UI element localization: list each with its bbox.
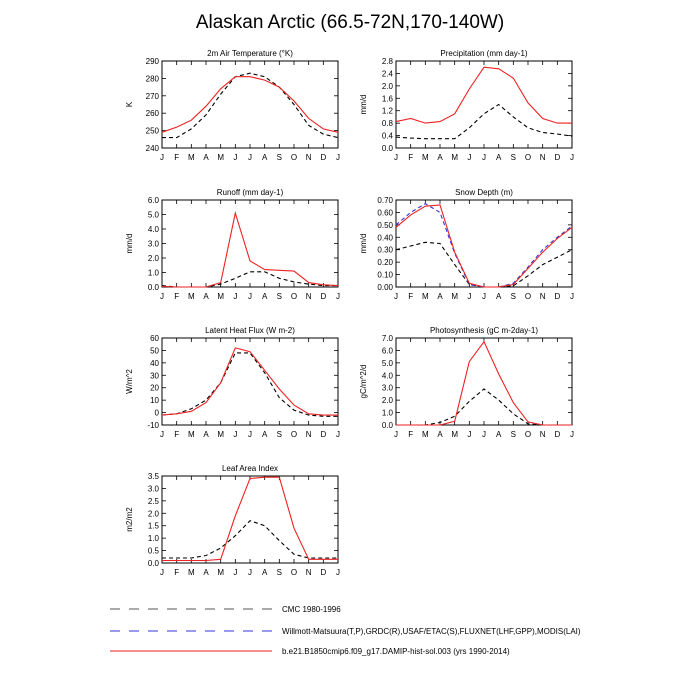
plot-frame [162, 476, 338, 563]
y-tick-label: 270 [145, 91, 159, 101]
y-tick-label: 50 [150, 346, 159, 356]
y-tick-label: 0.4 [381, 131, 393, 141]
x-tick-label: A [261, 568, 268, 577]
y-tick-label: 0.40 [377, 233, 393, 243]
y-tick-label: 3.0 [381, 383, 393, 393]
x-tick-label: S [510, 292, 517, 301]
panel-4 [125, 326, 340, 439]
y-tick-label: 3.0 [147, 239, 159, 249]
x-tick-label: N [305, 292, 312, 301]
y-tick-label: 0.00 [377, 283, 393, 292]
panel-5 [359, 326, 574, 439]
x-tick-label: A [495, 292, 502, 301]
series-line-obs [162, 353, 338, 416]
legend [110, 605, 581, 656]
plot-frame [396, 200, 572, 287]
y-tick-label: 1.0 [147, 268, 159, 278]
y-tick-label: -10 [147, 421, 159, 430]
x-tick-label: J [467, 292, 472, 301]
y-tick-label: 20 [150, 383, 159, 393]
x-tick-label: J [467, 153, 472, 162]
x-tick-label: D [320, 153, 327, 162]
y-tick-label: 2.0 [147, 254, 159, 263]
y-tick-label: 7.0 [381, 334, 393, 343]
x-tick-label: J [336, 292, 340, 301]
x-tick-label: M [421, 153, 429, 162]
y-tick-label: 280 [145, 74, 159, 84]
x-tick-label: J [570, 430, 574, 439]
x-tick-label: M [217, 292, 225, 301]
y-tick-label: 5.0 [381, 358, 393, 368]
y-tick-label: 2.4 [381, 69, 393, 79]
y-tick-label: 0.0 [147, 559, 159, 568]
y-tick-label: 0.0 [147, 283, 159, 292]
panel-title: Snow Depth (m) [455, 188, 513, 197]
x-tick-label: M [451, 292, 459, 301]
y-axis-label: W/m^2 [125, 369, 134, 394]
y-tick-label: 1.0 [381, 408, 393, 418]
series-line-obs [396, 389, 572, 425]
x-tick-label: J [467, 430, 472, 439]
x-tick-label: M [187, 153, 195, 162]
x-tick-label: J [160, 430, 164, 439]
x-tick-label: F [174, 430, 180, 439]
x-tick-label: F [174, 568, 180, 577]
x-tick-label: N [539, 430, 546, 439]
y-tick-label: 260 [145, 109, 159, 119]
y-tick-label: 0 [154, 408, 159, 418]
y-tick-label: 0.60 [377, 208, 393, 218]
x-tick-label: F [174, 153, 180, 162]
panel-title: Leaf Area Index [221, 464, 279, 473]
y-tick-label: 0.8 [381, 119, 393, 129]
panel-title: Precipitation (mm day-1) [440, 49, 528, 58]
x-tick-label: J [160, 292, 164, 301]
x-tick-label: J [233, 430, 238, 439]
x-tick-label: D [320, 430, 327, 439]
x-tick-label: J [248, 153, 252, 162]
y-tick-label: 1.6 [381, 94, 393, 104]
x-tick-label: J [233, 568, 238, 577]
panel-2 [125, 188, 340, 301]
x-tick-label: A [495, 153, 502, 162]
y-tick-label: 0.0 [381, 421, 393, 430]
x-tick-label: J [160, 153, 164, 162]
x-tick-label: J [336, 430, 340, 439]
y-tick-label: 2.0 [381, 396, 393, 406]
y-tick-label: 0.30 [377, 245, 393, 255]
x-tick-label: F [174, 292, 180, 301]
plot-frame [162, 200, 338, 287]
y-tick-label: 2.5 [147, 496, 159, 506]
x-tick-label: N [539, 153, 546, 162]
x-tick-label: A [261, 292, 268, 301]
plot-frame [396, 338, 572, 425]
y-tick-label: 6.0 [147, 196, 159, 205]
figure-title: Alaskan Arctic (66.5-72N,170-140W) [195, 12, 505, 33]
x-tick-label: M [217, 153, 225, 162]
y-tick-label: 0.70 [377, 196, 393, 205]
x-tick-label: A [261, 153, 268, 162]
y-tick-label: 0.5 [147, 546, 159, 556]
x-tick-label: M [217, 430, 225, 439]
y-tick-label: 4.0 [381, 371, 393, 381]
x-tick-label: S [276, 430, 283, 439]
y-tick-label: 1.0 [147, 534, 159, 544]
series-line-model [396, 342, 572, 425]
x-tick-label: J [233, 153, 238, 162]
x-tick-label: D [554, 430, 561, 439]
y-tick-label: 40 [150, 358, 159, 368]
series-line-model [162, 213, 338, 287]
x-tick-label: M [421, 292, 429, 301]
x-tick-label: J [248, 292, 252, 301]
panel-6 [125, 464, 340, 577]
x-tick-label: A [495, 430, 502, 439]
y-tick-label: 4.0 [147, 225, 159, 234]
x-tick-label: S [510, 153, 517, 162]
x-tick-label: F [408, 292, 414, 301]
x-tick-label: A [203, 292, 209, 301]
y-tick-label: 240 [145, 144, 159, 153]
series-line-obs [162, 521, 338, 558]
x-tick-label: J [336, 153, 340, 162]
y-axis-label: gC/m^2/d [359, 364, 368, 399]
panel-title: Photosynthesis (gC m-2day-1) [429, 326, 539, 335]
x-tick-label: D [320, 292, 327, 301]
y-tick-label: 30 [150, 371, 159, 381]
x-tick-label: D [320, 568, 327, 577]
panels [125, 49, 574, 577]
y-tick-label: 2.8 [381, 57, 393, 66]
x-tick-label: J [248, 430, 252, 439]
x-tick-label: A [261, 430, 268, 439]
panel-0 [125, 49, 340, 162]
x-tick-label: J [482, 153, 486, 162]
y-tick-label: 1.2 [381, 106, 393, 116]
y-tick-label: 10 [150, 396, 159, 406]
y-tick-label: 3.0 [147, 484, 159, 494]
y-tick-label: 0.50 [377, 220, 393, 230]
series-line-model [162, 77, 338, 133]
x-tick-label: M [217, 568, 225, 577]
y-tick-label: 6.0 [381, 346, 393, 356]
y-tick-label: 60 [150, 334, 159, 343]
x-tick-label: S [510, 430, 517, 439]
panel-title: 2m Air Temperature (°K) [207, 49, 293, 58]
y-tick-label: 2.0 [381, 81, 393, 91]
x-tick-label: J [570, 292, 574, 301]
x-tick-label: M [187, 292, 195, 301]
x-tick-label: O [290, 292, 298, 301]
plot-frame [162, 61, 338, 148]
x-tick-label: A [437, 292, 443, 301]
panel-title: Latent Heat Flux (W m-2) [205, 326, 295, 335]
y-axis-label: K [125, 101, 134, 108]
x-tick-label: F [408, 153, 414, 162]
x-tick-label: O [524, 292, 532, 301]
x-tick-label: J [394, 292, 398, 301]
x-tick-label: A [437, 430, 443, 439]
x-tick-label: A [203, 568, 209, 577]
y-tick-label: 0.20 [377, 258, 393, 268]
panel-3 [359, 188, 574, 301]
x-tick-label: J [233, 292, 238, 301]
x-tick-label: A [437, 153, 443, 162]
panel-1 [359, 49, 574, 162]
series-line-obs2 [396, 204, 572, 287]
x-tick-label: J [336, 568, 340, 577]
y-axis-label: mm/d [359, 233, 368, 254]
x-tick-label: O [290, 430, 298, 439]
x-tick-label: S [276, 292, 283, 301]
y-axis-label: m2/m2 [125, 507, 134, 532]
y-axis-label: mm/d [359, 94, 368, 115]
x-tick-label: O [290, 568, 298, 577]
legend-label: b.e21.B1850cmip6.f09_g17.DAMIP-hist-sol.003 (yrs 1990-2014) [282, 647, 510, 656]
x-tick-label: J [160, 568, 164, 577]
x-tick-label: M [451, 430, 459, 439]
x-tick-label: D [554, 153, 561, 162]
series-line-model [396, 67, 572, 123]
legend-label: Willmott-Matsuura(T,P),GRDC(R),USAF/ETAC(S),FLUXNET(LHF,GPP),MODIS(LAI) [282, 627, 581, 636]
x-tick-label: N [305, 568, 312, 577]
y-tick-label: 1.5 [147, 521, 159, 531]
x-tick-label: O [290, 153, 298, 162]
x-tick-label: N [305, 430, 312, 439]
panel-title: Runoff (mm day-1) [216, 188, 284, 197]
x-tick-label: S [276, 153, 283, 162]
x-tick-label: J [482, 430, 486, 439]
plot-frame [396, 61, 572, 148]
legend-label: CMC 1980-1996 [282, 605, 341, 614]
x-tick-label: O [524, 153, 532, 162]
x-tick-label: D [554, 292, 561, 301]
x-tick-label: S [276, 568, 283, 577]
x-tick-label: J [482, 292, 486, 301]
series-line-model [162, 477, 338, 560]
y-tick-label: 5.0 [147, 210, 159, 220]
x-tick-label: J [394, 153, 398, 162]
x-tick-label: M [187, 568, 195, 577]
x-tick-label: M [451, 153, 459, 162]
y-tick-label: 0.0 [381, 144, 393, 153]
y-tick-label: 2.0 [147, 509, 159, 519]
x-tick-label: A [203, 430, 209, 439]
x-tick-label: M [421, 430, 429, 439]
y-tick-label: 0.10 [377, 270, 393, 280]
y-axis-label: mm/d [125, 233, 134, 254]
y-tick-label: 290 [145, 57, 159, 66]
series-line-model [396, 205, 572, 287]
x-tick-label: N [539, 292, 546, 301]
x-tick-label: O [524, 430, 532, 439]
x-tick-label: J [394, 430, 398, 439]
x-tick-label: M [187, 430, 195, 439]
x-tick-label: F [408, 430, 414, 439]
x-tick-label: J [570, 153, 574, 162]
series-line-obs [396, 105, 572, 139]
series-line-obs [162, 73, 338, 137]
x-tick-label: A [203, 153, 209, 162]
x-tick-label: J [248, 568, 252, 577]
x-tick-label: N [305, 153, 312, 162]
series-line-model [162, 348, 338, 415]
y-tick-label: 250 [145, 126, 159, 136]
y-tick-label: 3.5 [147, 472, 159, 481]
